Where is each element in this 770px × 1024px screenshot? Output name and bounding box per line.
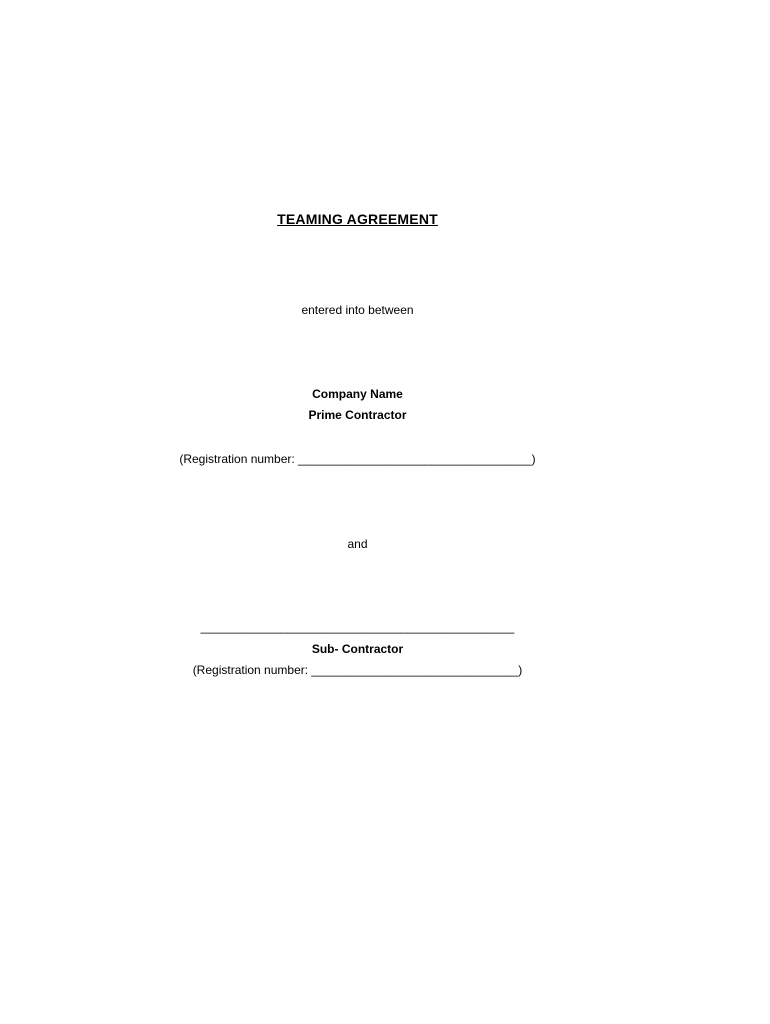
sub-registration-number: (Registration number: _______________________________) [192,663,523,677]
entered-into-text: entered into between [301,303,414,317]
prime-contractor-label: Prime Contractor [308,408,407,422]
conjunction-text: and [347,537,368,551]
prime-company-name: Company Name [312,387,403,401]
sub-contractor-label: Sub- Contractor [311,642,404,656]
prime-registration-number: (Registration number: ___________________________________) [179,452,536,466]
document-title: TEAMING AGREEMENT [277,211,438,227]
sub-contractor-name-blank: _______________________________________________ [200,620,515,634]
